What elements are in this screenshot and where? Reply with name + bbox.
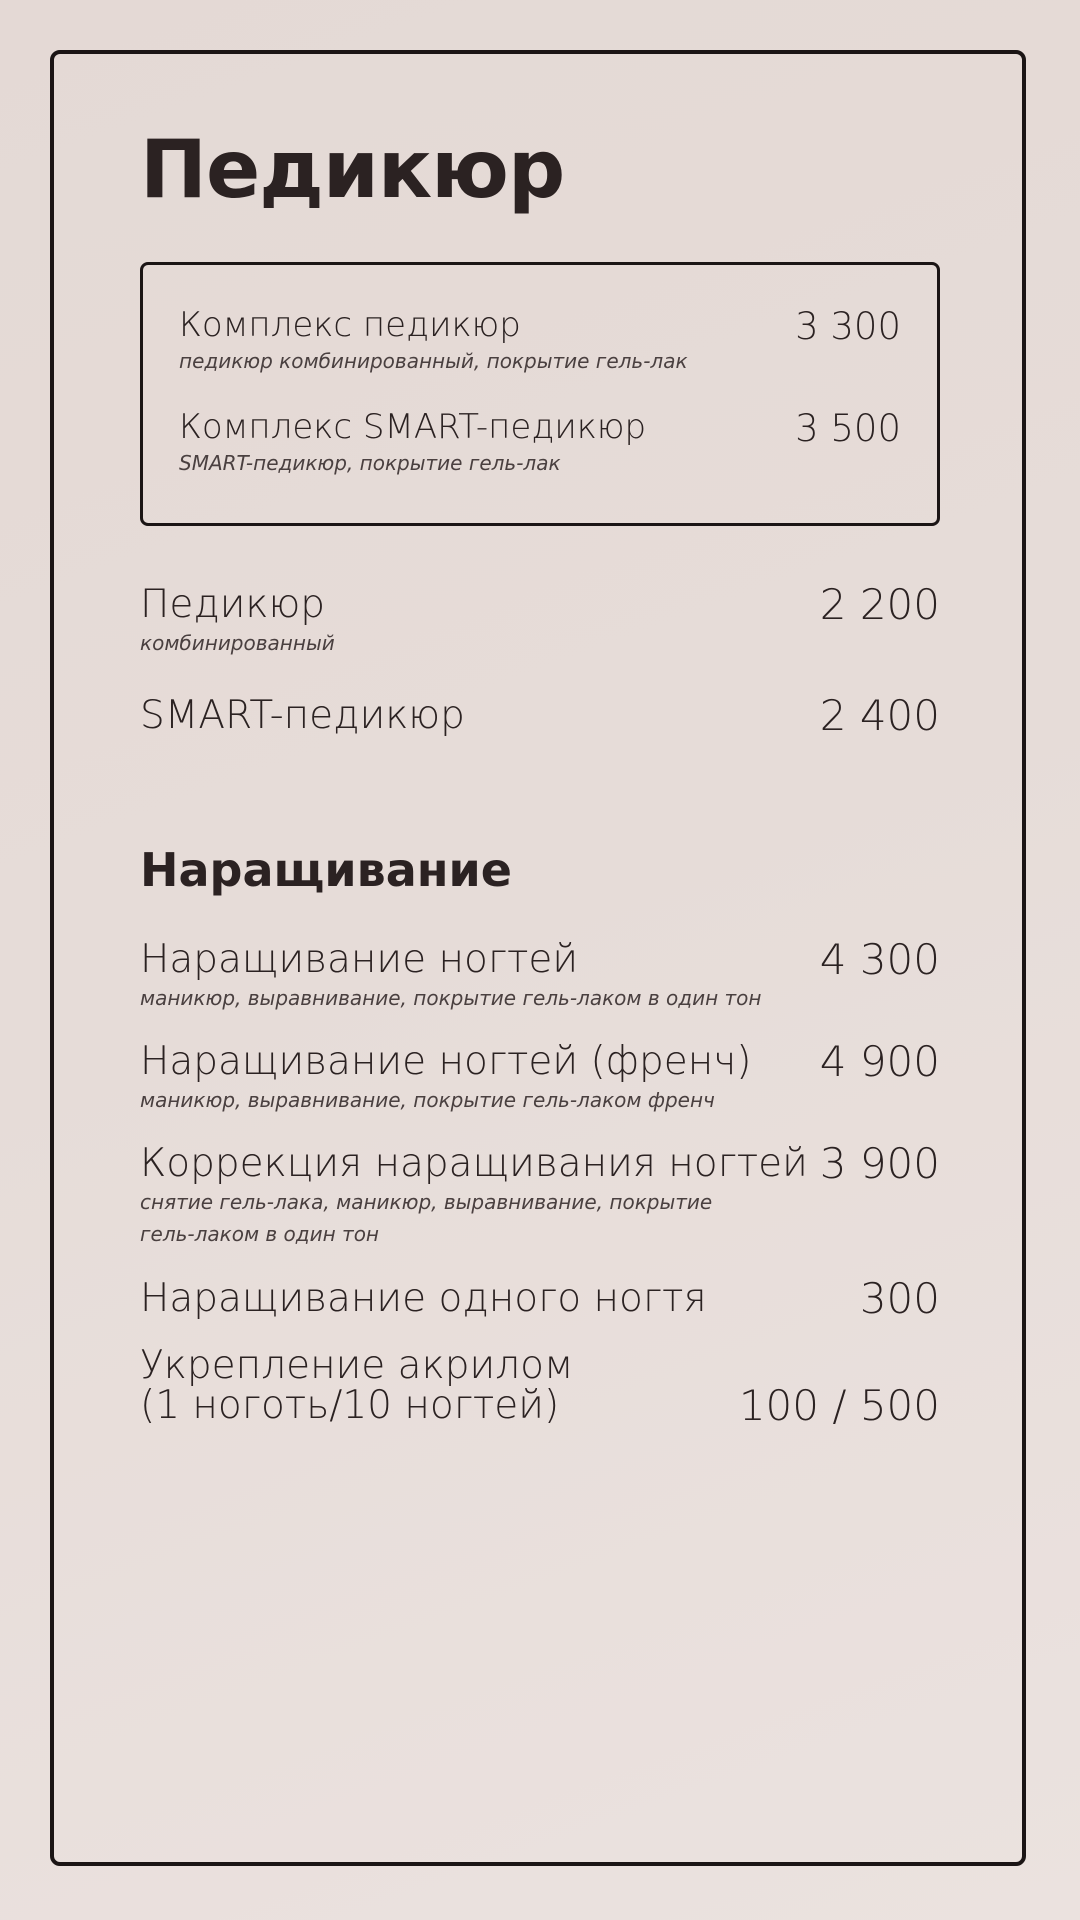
- item-desc: педикюр комбинированный, покрытие гель-лак: [179, 349, 688, 373]
- item-name: Коррекция наращивания ногтей: [140, 1141, 808, 1186]
- item-desc: комбинированный: [140, 631, 335, 655]
- complex-box: [140, 262, 940, 526]
- list-item: [140, 580, 940, 659]
- item-name: Наращивание ногтей: [140, 937, 579, 982]
- pedicure-title: Педикюр: [140, 123, 565, 216]
- list-item: [140, 1274, 940, 1323]
- item-price: 3 300: [795, 305, 901, 348]
- item-price: 4 300: [819, 935, 940, 984]
- item-price: 2 200: [819, 580, 940, 629]
- item-price: 100 / 500: [738, 1381, 940, 1430]
- item-desc: маникюр, выравнивание, покрытие гель-лаком в один тон: [140, 986, 762, 1010]
- list-item: [140, 1139, 940, 1250]
- item-desc: маникюр, выравнивание, покрытие гель-лаком френч: [140, 1088, 715, 1112]
- item-name: Укрепление акрилом: [140, 1343, 574, 1388]
- extension-title: Наращивание: [140, 843, 512, 897]
- item-price: 2 400: [819, 691, 940, 740]
- item-price: 3 500: [795, 407, 901, 450]
- item-desc: SMART-педикюр, покрытие гель-лак: [179, 451, 561, 475]
- item-desc: снятие гель-лака, маникюр, выравнивание, покрытие: [140, 1190, 713, 1214]
- item-price: 3 900: [819, 1139, 940, 1188]
- list-item: [140, 935, 940, 1014]
- item-name: (1 ноготь/10 ногтей): [140, 1383, 560, 1428]
- list-item: [140, 1343, 940, 1430]
- item-name: Педикюр: [140, 582, 326, 627]
- item-name: SMART-педикюр: [140, 693, 465, 738]
- item-name: Комплекс педикюр: [179, 305, 521, 345]
- item-name: Комплекс SMART-педикюр: [179, 407, 647, 447]
- item-price: 4 900: [819, 1037, 940, 1086]
- item-name: Наращивание ногтей (френч): [140, 1039, 752, 1084]
- list-item: [143, 407, 937, 479]
- list-item: [140, 691, 940, 740]
- list-item: [140, 1037, 940, 1116]
- list-item: [143, 305, 937, 377]
- item-desc: гель-лаком в один тон: [140, 1222, 380, 1246]
- item-name: Наращивание одного ногтя: [140, 1276, 707, 1321]
- item-price: 300: [859, 1274, 940, 1323]
